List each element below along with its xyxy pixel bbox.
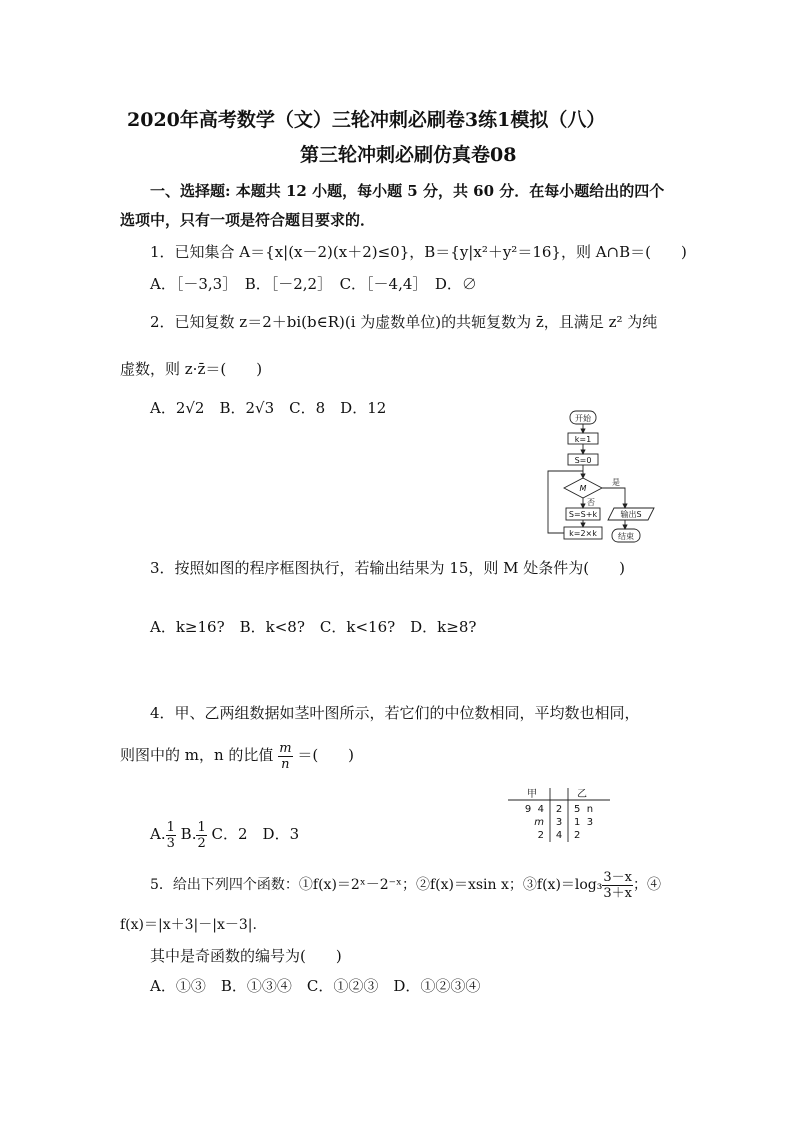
flowchart-sum: S=S+k — [568, 510, 598, 519]
flowchart-s-init: S=0 — [574, 456, 592, 465]
q1-stem: 1．已知集合 A＝{x|(x－2)(x＋2)≤0}，B＝{y|x²＋y²＝16}，则 A∩B＝( ) — [150, 243, 687, 261]
stemleaf-row3-left: 2 — [537, 830, 544, 841]
stemleaf-row2-stem: 3 — [555, 817, 563, 828]
q3-stem: 3．按照如图的程序框图执行，若输出结果为 15，则 M 处条件为( ) — [150, 559, 626, 577]
q5-stem-main: 5．给出下列四个函数：①f(x)＝2ˣ－2⁻ˣ；②f(x)＝xsin x；③f(x)＝log₃ — [150, 877, 603, 893]
q5-stem-line3: 其中是奇函数的编号为( ) — [150, 947, 342, 965]
q4-stem-suffix: ＝( ) — [297, 746, 355, 764]
q2-stem-line2: 虚数，则 z·z̄＝( ) — [120, 360, 263, 378]
q4-option-b-fraction: $\frac{1}{2}$ — [197, 819, 206, 851]
page-title-line1: 2020年高考数学（文）三轮冲刺必刷卷3练1模拟（八） — [127, 109, 606, 131]
flowchart-condition: M — [579, 484, 587, 493]
stemleaf-row1-left: 9 4 — [524, 804, 544, 815]
stemleaf-row3-stem: 4 — [555, 830, 563, 841]
flowchart-end: 结束 — [618, 532, 634, 541]
stem-leaf-figure — [508, 786, 618, 842]
q4-stem-line1: 4．甲、乙两组数据如茎叶图所示，若它们的中位数相同，平均数也相同， — [150, 704, 640, 722]
stemleaf-row2-right: 1 3 — [574, 817, 594, 828]
flowchart-k-init: k=1 — [574, 435, 592, 444]
flowchart-start: 开始 — [575, 414, 591, 423]
q4-stem-prefix: 则图中的 m，n 的比值 — [120, 746, 274, 764]
q4-ratio-fraction: $\frac{m}{n}$ — [279, 740, 292, 772]
q3-options: A．k≥16? B．k<8? C．k<16? D．k≥8? — [150, 618, 477, 636]
flowchart-no: 否 — [587, 498, 595, 507]
stemleaf-head-left: 甲 — [527, 789, 537, 800]
stemleaf-row2-left: m — [534, 817, 544, 828]
q4-stem-line2 — [120, 740, 354, 772]
stemleaf-head-right: 乙 — [577, 789, 587, 800]
q5-stem-post: ；④ — [633, 877, 661, 893]
q4-option-a-fraction: $\frac{1}{3}$ — [166, 819, 175, 851]
q5-stem-line1 — [150, 868, 661, 902]
q4-options — [150, 818, 299, 851]
flowchart-yes: 是 — [612, 478, 620, 487]
section-heading-line2: 选项中，只有一项是符合题目要求的． — [120, 211, 376, 229]
q5-log-fraction: $\frac{3-x}{3+x}$ — [603, 869, 632, 901]
stemleaf-row1-right: 5 n — [574, 804, 594, 815]
section-heading-line1: 一、选择题: 本题共 12 小题，每小题 5 分，共 60 分．在每小题给出的四个 — [150, 182, 665, 200]
q4-option-b-label: B. — [180, 825, 197, 843]
q4-option-a-label: A. — [150, 825, 166, 843]
q5-stem-line2: f(x)＝|x＋3|－|x－3|. — [120, 917, 257, 933]
q2-options: A．2√2 B．2√3 C．8 D．12 — [150, 399, 387, 417]
stemleaf-row1-stem: 2 — [555, 804, 563, 815]
flowchart-figure — [540, 408, 670, 550]
stemleaf-row3-right: 2 — [574, 830, 581, 841]
q4-option-rest: C．2 D．3 — [211, 825, 300, 843]
q1-options: A．［－3,3］ B．［－2,2］ C．［－4,4］ D．∅ — [150, 275, 477, 293]
page-title-line2: 第三轮冲刺必刷仿真卷08 — [300, 144, 517, 166]
flowchart-update: k=2×k — [569, 529, 597, 538]
q5-options: A．①③ B．①③④ C．①②③ D．①②③④ — [150, 977, 481, 995]
q2-stem-line1: 2．已知复数 z＝2＋bi(b∈R)(i 为虚数单位)的共轭复数为 z̄，且满足 z² 为纯 — [150, 313, 658, 331]
flowchart-output: 输出S — [620, 510, 642, 519]
